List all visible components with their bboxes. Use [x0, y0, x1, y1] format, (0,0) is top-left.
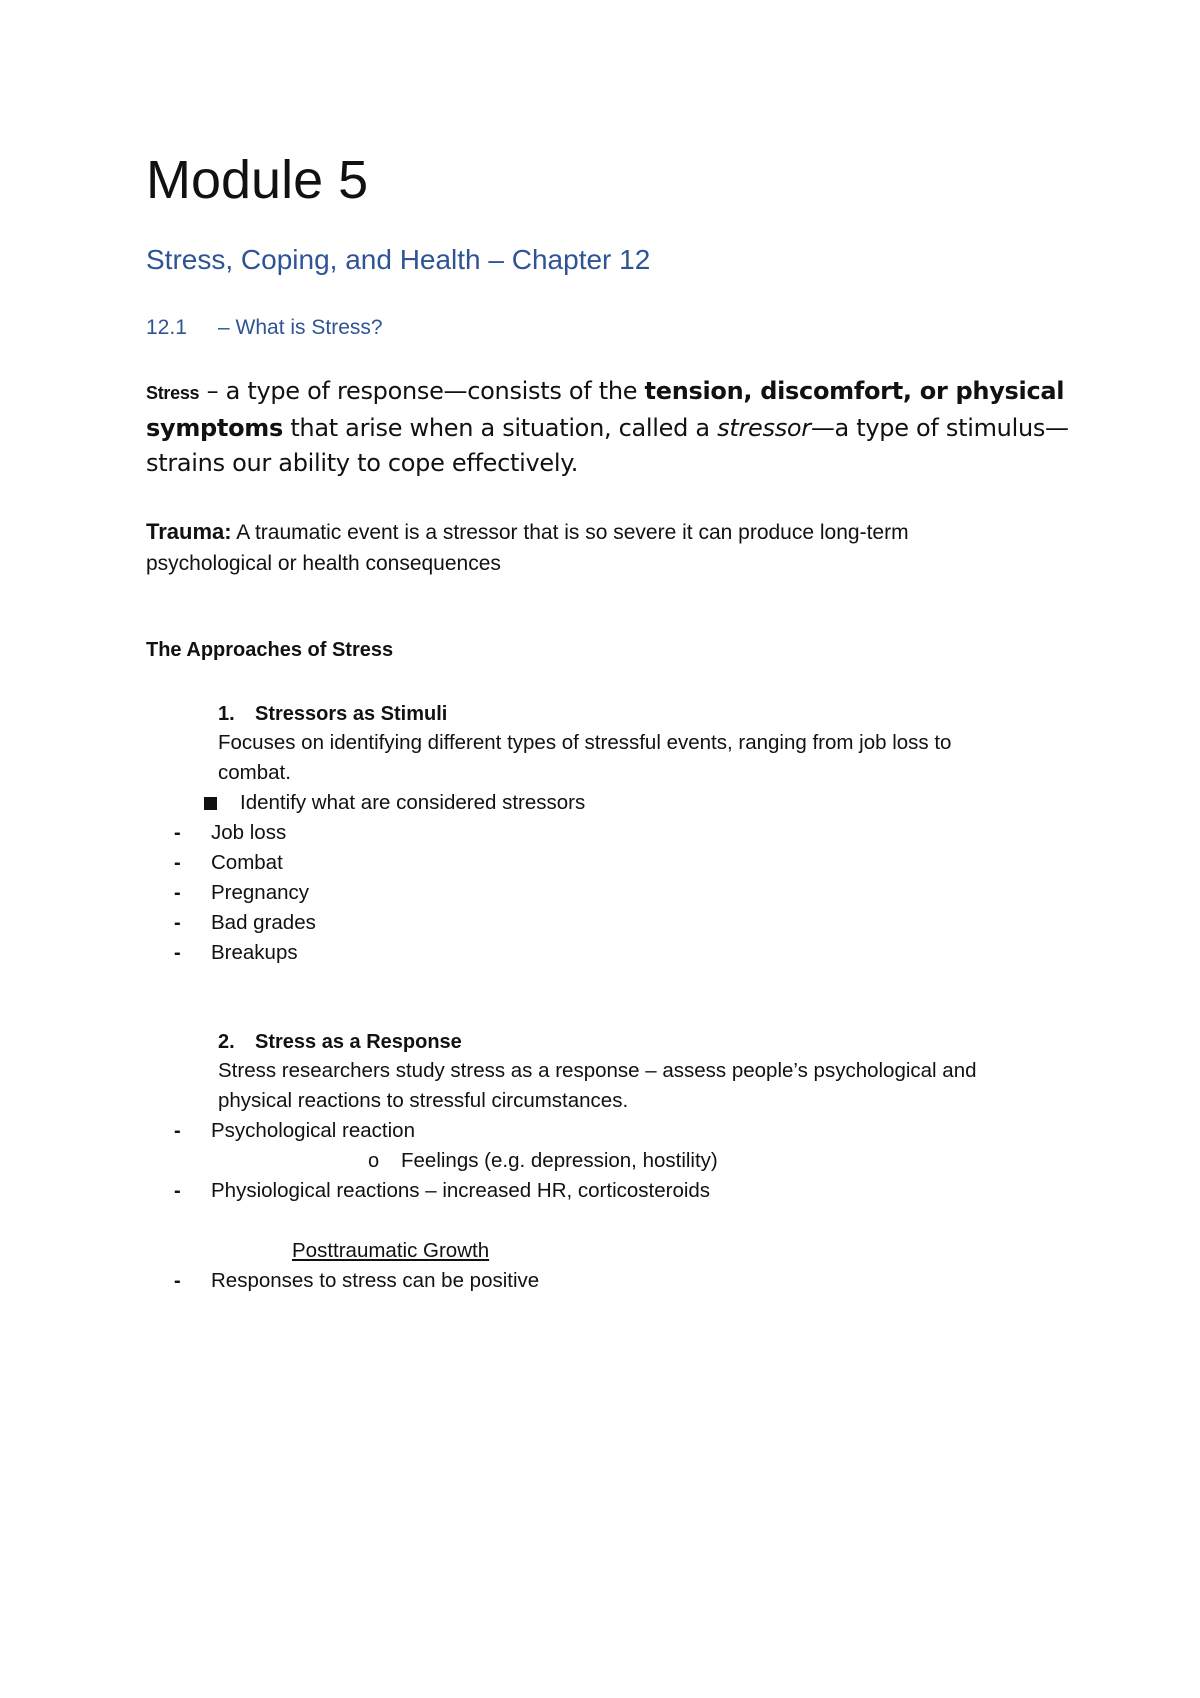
trauma-definition — [146, 516, 1026, 579]
document-title: Module 5 — [146, 150, 369, 210]
trauma-label: Trauma: — [146, 519, 232, 544]
approach-1-heading: Stressors as Stimuli — [255, 703, 448, 725]
approach-2-heading: Stress as a Response — [255, 1031, 462, 1053]
approach-2-number: 2. — [218, 1031, 235, 1053]
list-item: Job loss — [211, 821, 287, 844]
approach-1-number: 1. — [218, 703, 235, 725]
approaches-heading: The Approaches of Stress — [146, 639, 394, 661]
dash-bullet-icon: - — [174, 1120, 181, 1142]
list-item: Breakups — [211, 941, 298, 964]
square-list-item: Identify what are considered stressors — [240, 791, 586, 814]
chapter-subtitle: Stress, Coping, and Health – Chapter 12 — [146, 244, 651, 275]
stressor-term: stressor — [717, 414, 811, 442]
definition-text-3: —a type of stimulus—strains our ability to cope effectively. — [146, 414, 1069, 477]
sub-list-item: Feelings (e.g. depression, hostility) — [401, 1149, 718, 1172]
growth-heading: Posttraumatic Growth — [292, 1239, 490, 1262]
list-item: Psychological reaction — [211, 1119, 415, 1142]
definition-bold-text: tension, discomfort, or physical symptoms — [146, 377, 1065, 442]
stress-term: Stress — [146, 383, 200, 403]
approach-1-description-line2: combat. — [218, 761, 291, 784]
stress-definition — [146, 374, 1076, 481]
list-item: Bad grades — [211, 911, 316, 934]
list-item: Responses to stress can be positive — [211, 1269, 540, 1292]
dash-bullet-icon: - — [174, 1270, 181, 1292]
dash-bullet-icon: - — [174, 852, 181, 874]
approach-2-description-line2: physical reactions to stressful circumstances. — [218, 1089, 629, 1112]
trauma-text: A traumatic event is a stressor that is so severe it can produce long-term psychological or health consequences — [146, 521, 909, 575]
list-item: Combat — [211, 851, 283, 874]
definition-text-2: that arise when a situation, called a — [282, 414, 718, 442]
circle-bullet-icon: o — [368, 1150, 380, 1172]
approach-2-description-line1: Stress researchers study stress as a response – assess people’s psychological and — [218, 1059, 977, 1082]
section-title: – What is Stress? — [218, 316, 383, 339]
dash-bullet-icon: - — [174, 822, 181, 844]
list-item: Pregnancy — [211, 881, 310, 904]
dash-bullet-icon: - — [174, 1180, 181, 1202]
dash-bullet-icon: - — [174, 912, 181, 934]
approach-1-description-line1: Focuses on identifying different types of stressful events, ranging from job loss to — [218, 731, 952, 754]
dash-bullet-icon: - — [174, 882, 181, 904]
definition-text-1: – a type of response—consists of the — [199, 377, 645, 405]
section-number: 12.1 — [146, 316, 187, 339]
square-bullet-icon — [204, 797, 217, 810]
dash-bullet-icon: - — [174, 942, 181, 964]
list-item: Physiological reactions – increased HR, corticosteroids — [211, 1179, 711, 1202]
